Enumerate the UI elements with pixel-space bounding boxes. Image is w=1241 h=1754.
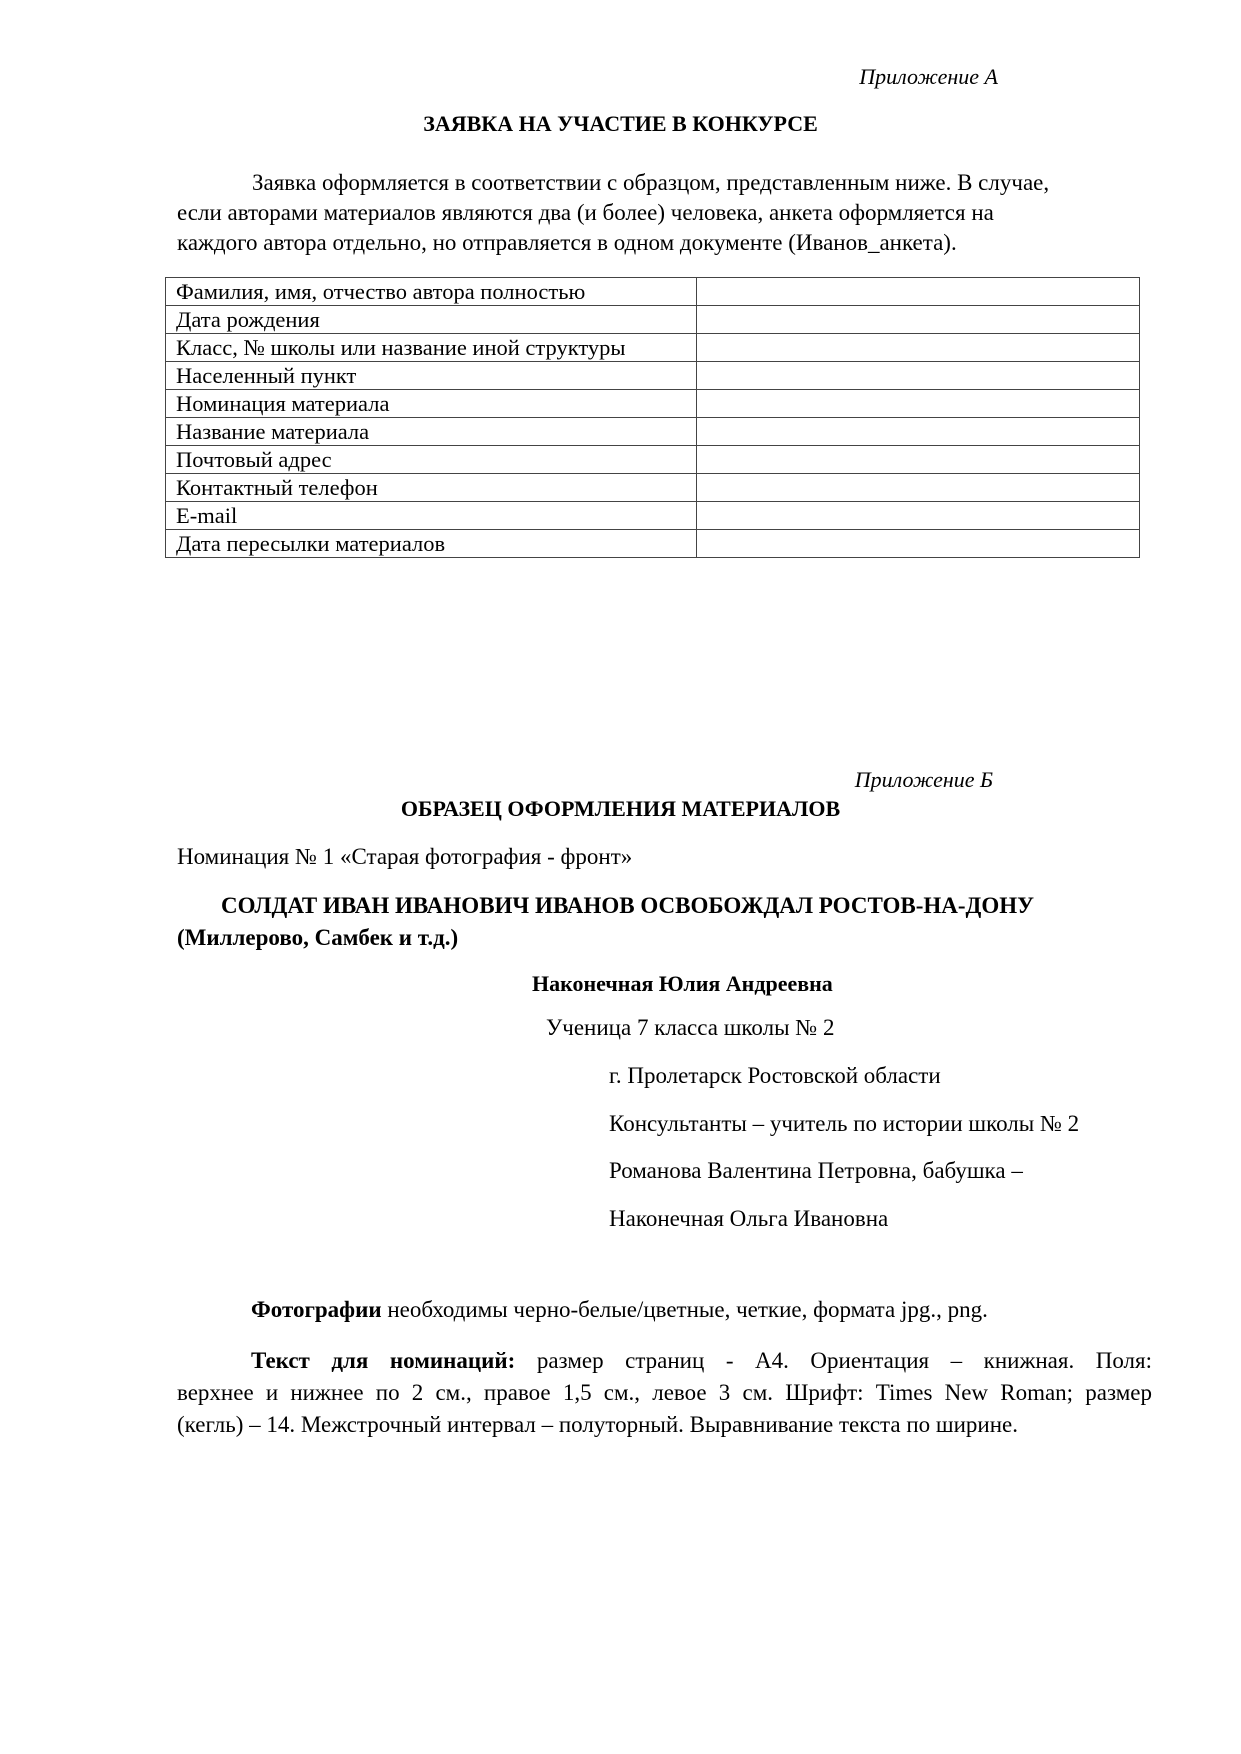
sample-title: ОБРАЗЕЦ ОФОРМЛЕНИЯ МАТЕРИАЛОВ [400,796,841,821]
row-label: Класс, № школы или название иной структуры [166,334,697,362]
application-form-table [165,277,1140,558]
row-value-cell[interactable] [697,306,1140,334]
photos-text: необходимы черно-белые/цветные, четкие, формата jpg., png. [381,1297,988,1322]
text-req-part: размер страниц - А4. Ориентация – книжная. Поля: [515,1348,1152,1373]
row-value-cell[interactable] [697,474,1140,502]
table-row [166,502,1140,530]
row-value-cell[interactable] [697,390,1140,418]
application-title: ЗАЯВКА НА УЧАСТИЕ В КОНКУРСЕ [423,111,818,136]
text-req-label: Текст для номинаций: [251,1348,516,1373]
author-name: Наконечная Юлия Андреевна [532,971,833,996]
table-row [166,306,1140,334]
intro-line: каждого автора отдельно, но отправляется в одном документе (Иванов_анкета). [177,230,957,255]
table-row [166,418,1140,446]
text-req-line: верхнее и нижнее по 2 см., правое 1,5 см., левое 3 см. Шрифт: Times New Roman; размер [177,1380,1152,1405]
row-value-cell[interactable] [697,278,1140,306]
table-row [166,474,1140,502]
work-title-line1: СОЛДАТ ИВАН ИВАНОВИЧ ИВАНОВ ОСВОБОЖДАЛ РОСТОВ-НА-ДОНУ [221,893,1035,918]
row-value-cell[interactable] [697,418,1140,446]
text-req-line: (кегль) – 14. Межстрочный интервал – полуторный. Выравнивание текста по ширине. [177,1412,1018,1437]
row-label: E-mail [166,502,697,530]
consultant-1: Романова Валентина Петровна, бабушка – [609,1158,1023,1183]
city-info: г. Пролетарск Ростовской области [609,1063,941,1088]
table-row [166,334,1140,362]
consultant-2: Наконечная Ольга Ивановна [609,1206,889,1231]
text-req-line [177,1345,1152,1377]
table-row [166,362,1140,390]
table-row [166,530,1140,558]
row-label: Фамилия, имя, отчество автора полностью [166,278,697,306]
row-value-cell[interactable] [697,334,1140,362]
appendix-a-label: Приложение А [859,64,998,89]
student-info: Ученица 7 класса школы № 2 [546,1015,835,1040]
table-row [166,278,1140,306]
table-row [166,390,1140,418]
nomination-line: Номинация № 1 «Старая фотография - фронт» [177,844,633,869]
intro-line: Заявка оформляется в соответствии с образцом, представленным ниже. В случае, [252,170,1050,195]
table-row [166,446,1140,474]
row-value-cell[interactable] [697,362,1140,390]
consultants-info: Консультанты – учитель по истории школы № 2 [609,1111,1080,1136]
work-title-line2: (Миллерово, Самбек и т.д.) [177,925,459,950]
row-label: Почтовый адрес [166,446,697,474]
intro-paragraph [177,168,1137,258]
photos-requirements [251,1297,988,1323]
intro-line: если авторами материалов являются два (и более) человека, анкета оформляется на [177,200,994,225]
row-label: Населенный пункт [166,362,697,390]
row-value-cell[interactable] [697,502,1140,530]
photos-label: Фотографии [251,1297,382,1322]
row-label: Дата пересылки материалов [166,530,697,558]
row-value-cell[interactable] [697,446,1140,474]
row-label: Название материала [166,418,697,446]
appendix-b-label: Приложение Б [854,767,993,792]
row-label: Контактный телефон [166,474,697,502]
row-label: Дата рождения [166,306,697,334]
text-requirements [177,1345,1152,1441]
row-value-cell[interactable] [697,530,1140,558]
row-label: Номинация материала [166,390,697,418]
